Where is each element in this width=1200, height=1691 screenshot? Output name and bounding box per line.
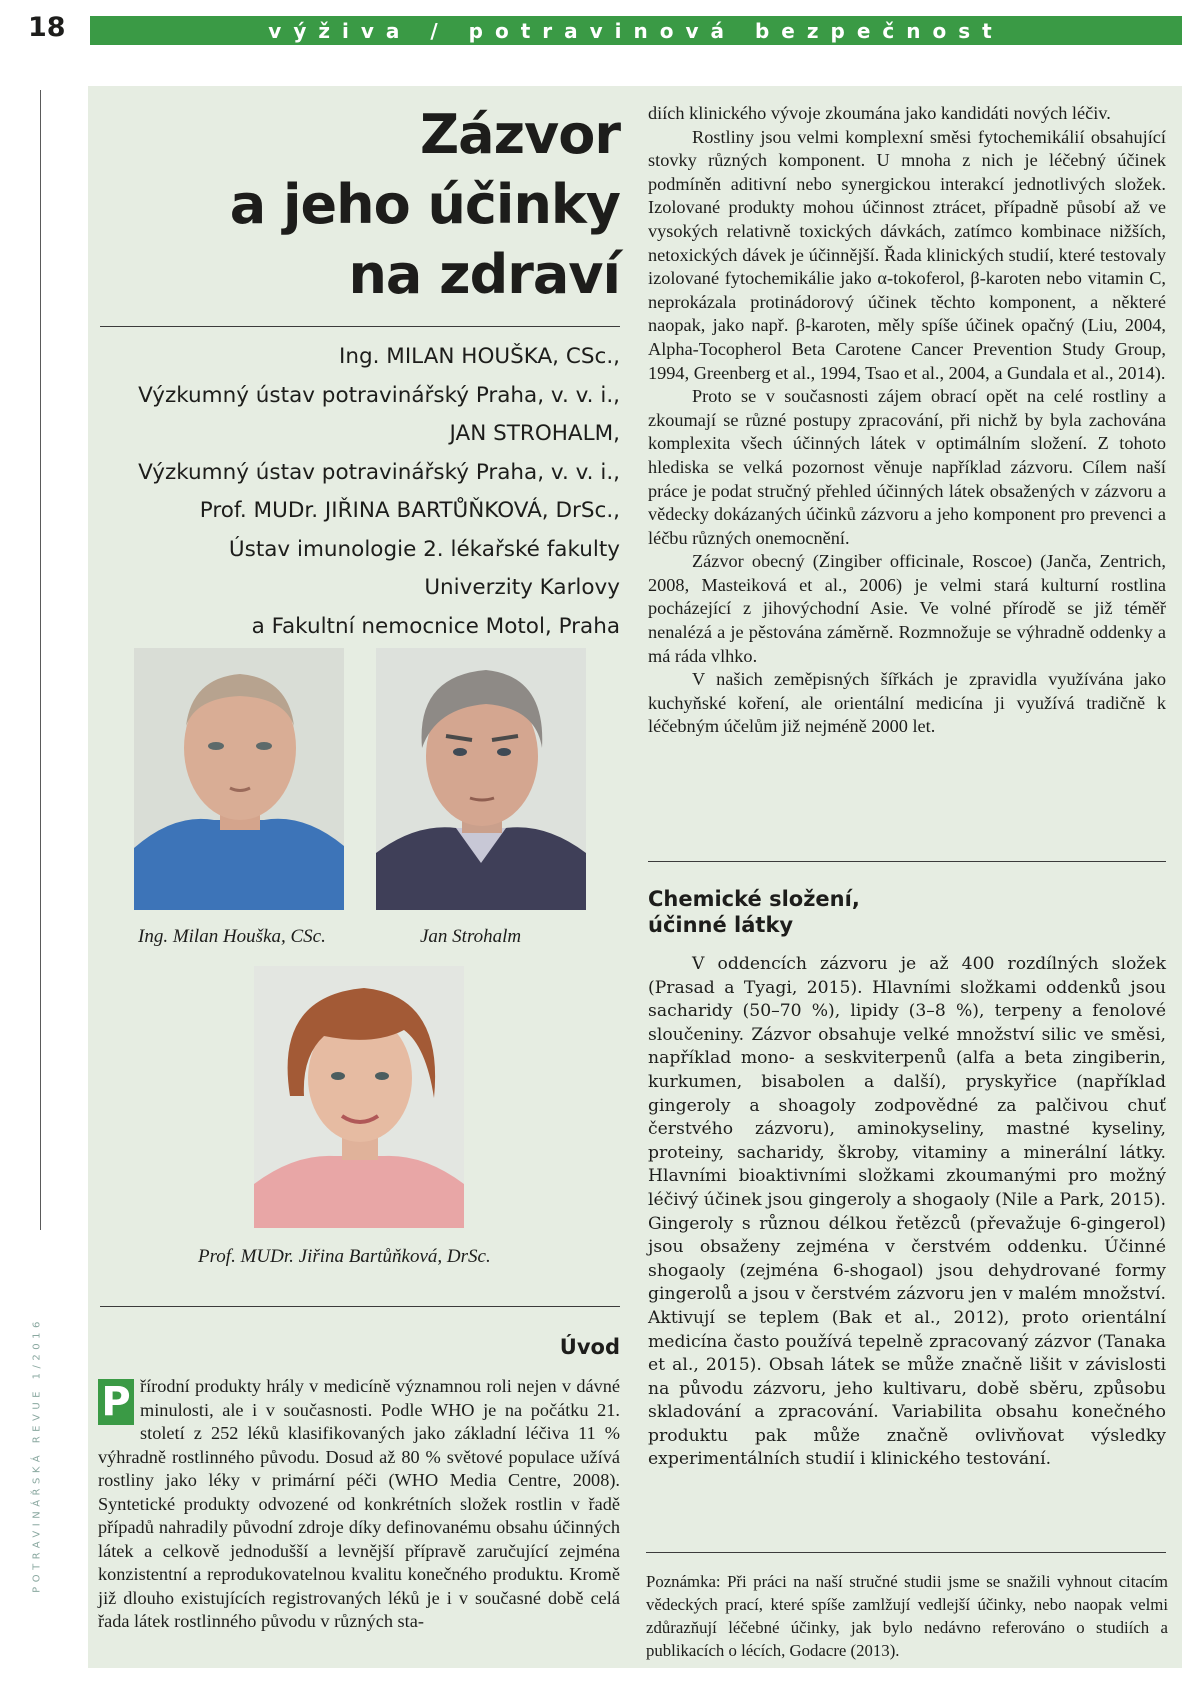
portrait-houska [134,648,344,910]
intro-text: řírodní produkty hrály v medicíně významnou roli nejen v dávné minulosti, ale i v současnosti. Podle WHO je na počátku 21. století z 252 léků klasifikovaných jako základní léčiva 11 % výhradně rostlinného původu. Dosud až 80 % světové populace užívá rostliny jako léky v primární péči (WHO Media Centre, 2008). Syntetické produkty odvozené od konkrétních složek rostlin v řadě případů nahradily původní zdroje díky definovanému obsahu účinných látek a celkově jednodušší a levnější přípravě zaručující zejména konzistentní a reprodukovatelnou kvalitu konečného produktu. Kromě již dlouho existujících registrovaných léků je i v současné době celá řada látek rostlinného původu v různých sta- [98,1376,620,1631]
intro-body [98,1375,620,1634]
author-line: Univerzity Karlovy [424,575,620,600]
caption-strohalm: Jan Strohalm [420,926,522,947]
photo-strohalm [376,648,586,910]
right-column-body [648,102,1166,739]
dropcap: P [98,1379,134,1425]
author-line: Ústav imunologie 2. lékařské fakulty [228,536,620,562]
author-line: Ing. MILAN HOUŠKA, CSc., [339,344,620,369]
author-line: a Fakultní nemocnice Motol, Praha [251,613,620,639]
author-line: Výzkumný ústav potravinářský Praha, v. v. i., [138,459,620,485]
photo-houska [134,648,344,910]
spine-label [29,1235,45,1675]
caption-bartunkova: Prof. MUDr. Jiřina Bartůňková, DrSc. [198,1246,491,1267]
section-header-bar [90,16,1182,45]
paragraph: diích klinického vývoje zkoumána jako kandidáti nových léčiv. [648,103,1111,123]
chem-body [648,953,1166,1472]
footnote: Poznámka: Při práci na naší stručné studii jsme se snažili vyhnout citacím vědeckých prací, které spíše zamlžují vedlejší účinky, nebo naopak velmi zdůrazňují léčebné účinky, jak bylo nedávno referováno o studiích a publikacích o lécích, Godacre (2013). [646,1572,1168,1660]
paragraph: V našich zeměpisných šířkách je zpravidla využívána jako kuchyňské koření, ale orientální medicína ji využívá tradičně k léčebným účelům již nejméně 2000 let. [648,669,1166,737]
photo-bartunkova [254,966,464,1228]
chem-text: V oddencích zázvoru je až 400 rozdílných složek (Prasad a Tyagi, 2015). Hlavními složkami oddenků jsou sacharidy (50–70 %), lipidy (3–8 %), terpeny a fenolové sloučeniny. Zázvor obsahuje velké množství silic ve směsi, například mono- a seskviterpenů (alfa a beta zingiberin, kurkumen, bisabolen a další), pryskyřice (například gingeroly a shoagoly zodpovědné za palčivou chuť čerstvého zázvoru), aminokyseliny, mastné kyseliny, proteiny, sacharidy, škroby, vitaminy a minerální látky. Hlavními bioaktivními složkami zkoumanými pro možný léčivý účinek jsou gingeroly a shogaoly (Nile a Park, 2015). Gingeroly s různou délkou řetězců (převažuje 6-gingerol) jsou obsaženy zejména v čerstvém oddenku. Účinné shogaoly (zejména 6-shogaol) jsou dehydrované formy gingerolů a jsou v čerstvém zázvoru jen v malém množství. Aktivují se teplem (Bak et al., 2012), proto orientální medicína často používá tepelně zpracovaný zázvor (Tanaka et al., 2015). Obsah látek se může značně lišit v závislosti na původu zázvoru, jeho kultivaru, době sběru, způsobu skladování a zpracování. Variabilita obsahu konečného produktu pak může značně ovlivňovat výsledky experimentálních studií i klinického testování. [648,954,1166,1470]
intro-rule [100,1306,620,1307]
author-line: Prof. MUDr. JIŘINA BARTŮŇKOVÁ, DrSc., [199,498,620,523]
portrait-strohalm [376,648,586,910]
portrait-bartunkova [254,966,464,1228]
paragraph: Rostliny jsou velmi komplexní směsi fytochemikálií obsahující stovky různých komponent. U mnoha z nich je léčebný účinek podmíněn aditivní nebo synergickou interakcí jednotlivých složek. Izolované produkty mohou účinnost ztrácet, případně působí až ve vysokých relativně toxických dávkách, zatímco kombinace nižších, netoxických dávek je účinnější. Řada klinických studií, které testovaly izolované fytochemikálie jako α-tokoferol, β-karoten nebo vitamin C, neprokázala protinádorový účinek těchto komponent, a některé naopak, jako např. β-karoten, měly spíše účinek opačný (Liu, 2004, Alpha-Tocopherol Beta Carotene Cancer Prevention Study Group, 1994, Greenberg et al., 1994, Tsao et al., 2004, a Gundala et al., 2014). [648,126,1166,383]
spine-divider [40,90,41,1230]
paragraph: Zázvor obecný (Zingiber officinale, Roscoe) (Janča, Zentrich, 2008, Masteiková et al., 2006) je velmi stará kulturní rostlina pocházející z jihovýchodní Asie. Ve volné přírodě se již téměř nenalézá a je pěstována záměrně. Rozmnožuje se výhradně oddenky a má ráda vlhko. [648,551,1166,666]
title-line-1: Zázvor [420,103,620,166]
article-title [100,100,620,310]
title-line-2: a jeho účinky [229,173,620,236]
author-line: JAN STROHALM, [449,421,620,446]
spine-text: POTRAVINÁŘSKÁ REVUE 1/2016 [31,1317,43,1593]
note-rule [646,1552,1166,1553]
caption-houska: Ing. Milan Houška, CSc. [138,926,326,947]
chem-heading [648,886,860,938]
chem-heading-line-1: Chemické složení, [648,887,860,911]
page-number: 18 [28,12,66,43]
title-rule [100,326,620,327]
intro-heading: Úvod [559,1335,620,1359]
title-line-3: na zdraví [348,243,620,306]
chem-rule [648,861,1166,862]
section-label: výživa / potravinová bezpečnost [268,18,1004,43]
author-list [100,338,620,646]
paragraph: Proto se v současnosti zájem obrací opět na celé rostliny a zkoumají se různé postupy zpracování, při nichž by byla zachována komplexita všech účinných látek v optimálním složení. Z tohoto hlediska se velká pozornost věnuje například zázvoru. Cílem naší práce je podat stručný přehled účinných látek obsažených v zázvoru a vědecky dokázaných účinků zázvoru a jeho komponent pro prevenci a léčbu různých onemocnění. [648,386,1166,548]
chem-heading-line-2: účinné látky [648,913,794,937]
author-line: Výzkumný ústav potravinářský Praha, v. v. i., [138,382,620,408]
